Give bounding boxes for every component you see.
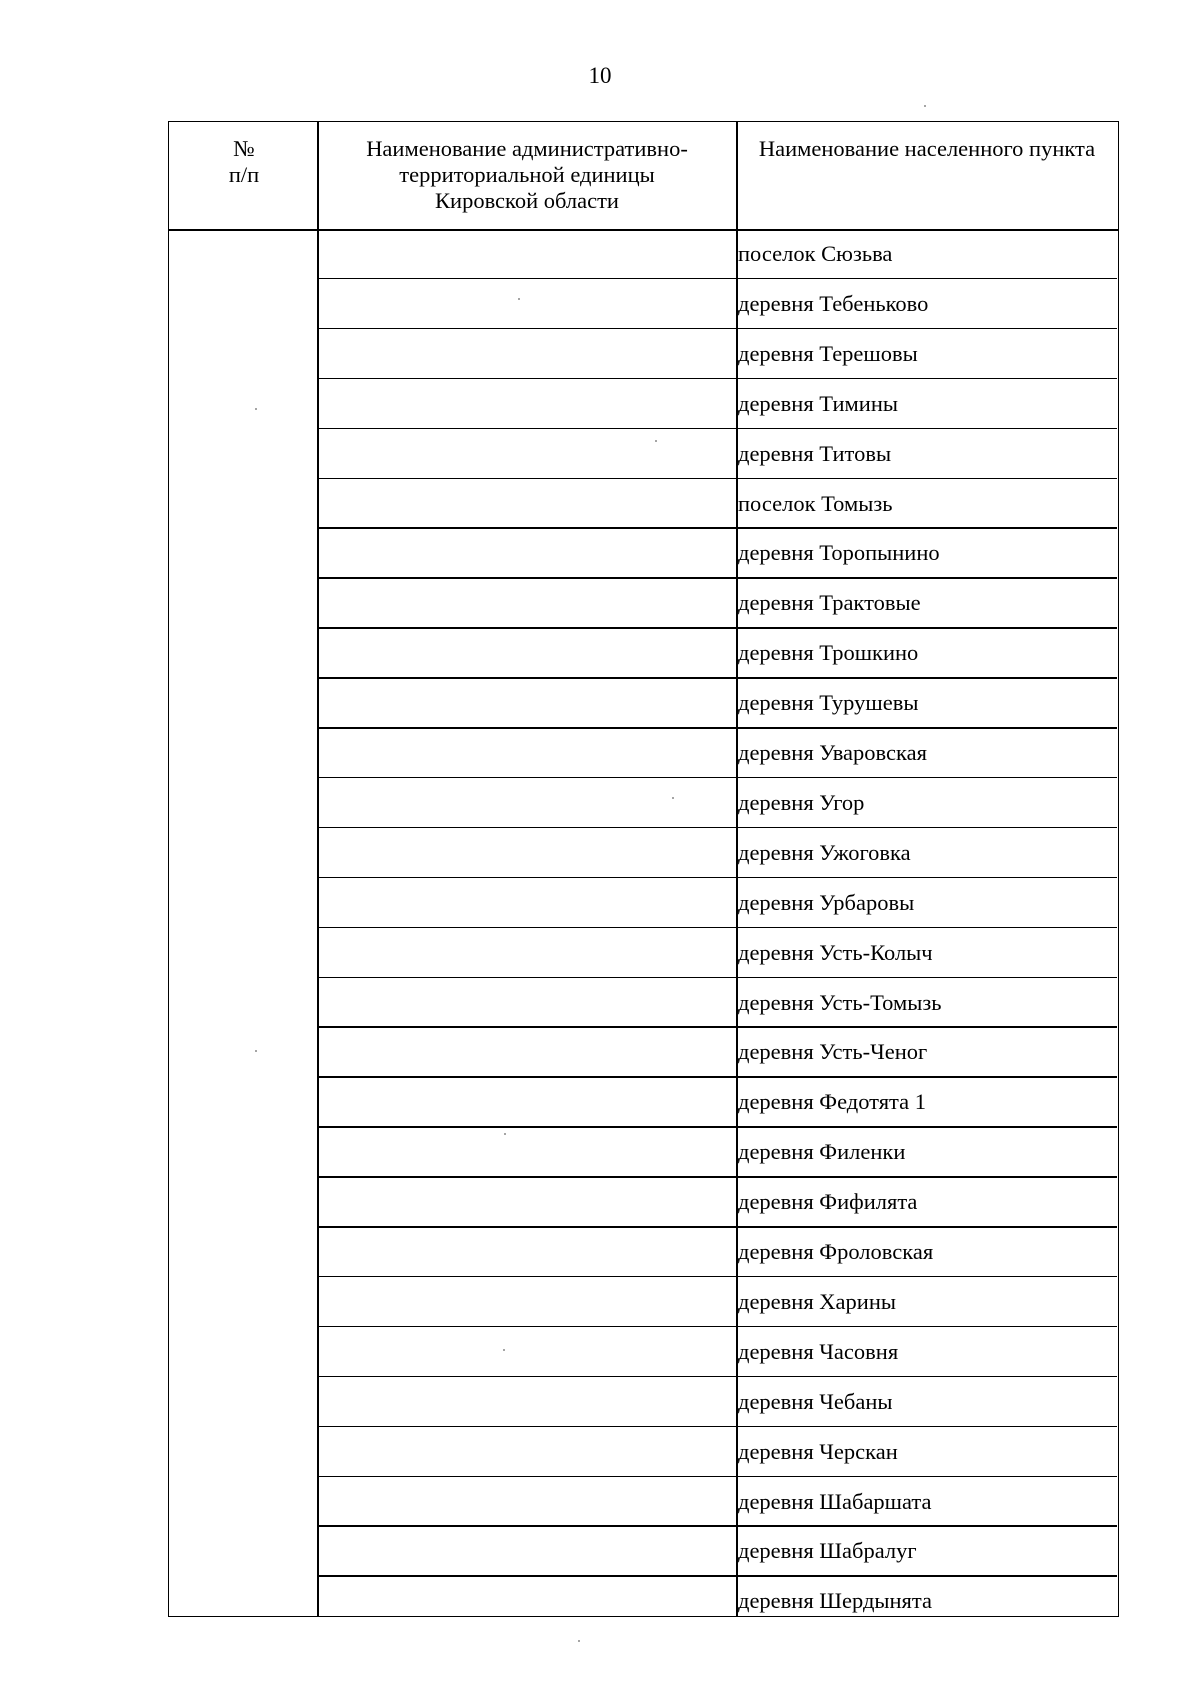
header-divider <box>169 229 1118 231</box>
table-row: деревня Усть-Ченог <box>738 1039 928 1065</box>
row-divider <box>317 1276 1117 1278</box>
row-divider <box>317 727 1117 729</box>
row-divider <box>317 777 1117 779</box>
row-divider <box>317 677 1117 679</box>
row-divider <box>317 1376 1117 1378</box>
table-row: деревня Угор <box>738 789 865 815</box>
row-divider <box>317 1176 1117 1178</box>
row-divider <box>317 1575 1117 1577</box>
settlements-table <box>168 121 1119 1617</box>
table-row: деревня Усть-Томызь <box>738 989 942 1015</box>
row-divider <box>317 1026 1117 1028</box>
row-divider <box>317 378 1117 380</box>
row-divider <box>317 927 1117 929</box>
table-row: деревня Терешовы <box>738 340 918 366</box>
row-divider <box>317 428 1117 430</box>
table-row: деревня Фроловская <box>738 1239 934 1264</box>
scan-speck <box>672 797 674 799</box>
header-number: № п/п <box>228 136 260 187</box>
table-row: деревня Чебаны <box>738 1388 893 1414</box>
scan-speck <box>924 105 926 107</box>
table-row: деревня Шердынята <box>738 1588 932 1614</box>
row-divider <box>317 1326 1117 1328</box>
table-row: деревня Федотята 1 <box>738 1089 927 1115</box>
row-divider <box>317 1076 1117 1078</box>
table-row: деревня Харины <box>738 1288 896 1314</box>
scan-speck <box>578 1640 580 1642</box>
scan-speck <box>503 1349 505 1351</box>
table-row: деревня Шабралуг <box>738 1538 917 1564</box>
table-row: деревня Усть-Колыч <box>738 939 933 965</box>
table-row: деревня Турушевы <box>738 690 919 716</box>
row-divider <box>317 1525 1117 1527</box>
table-row: поселок Сюзьва <box>738 241 893 266</box>
row-divider <box>317 527 1117 529</box>
table-row: деревня Урбаровы <box>738 889 915 915</box>
table-row: деревня Тимины <box>738 390 898 416</box>
row-divider <box>317 278 1117 280</box>
header-admin-unit: Наименование административно- территориальной единицы Кировской области <box>366 136 688 213</box>
row-divider <box>317 1126 1117 1128</box>
table-row: деревня Шабаршата <box>738 1488 932 1514</box>
row-divider <box>317 827 1117 829</box>
table-row: деревня Фифилята <box>738 1189 918 1215</box>
row-divider <box>317 877 1117 879</box>
scan-speck <box>504 1133 506 1135</box>
table-row: деревня Трошкино <box>738 640 919 666</box>
scan-speck <box>655 440 657 442</box>
row-divider <box>317 627 1117 629</box>
column-divider-1 <box>317 122 319 1616</box>
table-row: деревня Ужоговка <box>738 839 911 865</box>
row-divider <box>317 1226 1117 1228</box>
scan-speck <box>255 1050 257 1052</box>
row-divider <box>317 577 1117 579</box>
scan-speck <box>255 408 257 410</box>
table-row: деревня Черскан <box>738 1438 898 1464</box>
row-divider <box>317 1476 1117 1478</box>
row-divider <box>317 977 1117 979</box>
table-row: деревня Часовня <box>738 1338 899 1364</box>
row-divider <box>317 478 1117 480</box>
scan-speck <box>518 298 520 300</box>
table-row: поселок Томызь <box>738 490 893 516</box>
row-divider <box>317 1426 1117 1428</box>
row-divider <box>317 328 1117 330</box>
table-row: деревня Уваровская <box>738 740 927 765</box>
table-row: деревня Титовы <box>738 440 892 466</box>
table-row: деревня Тебеньково <box>738 290 929 316</box>
table-row: деревня Торопынино <box>738 540 940 566</box>
page-number: 10 <box>588 63 612 88</box>
header-settlement: Наименование населенного пункта <box>758 136 1096 161</box>
table-row: деревня Филенки <box>738 1139 906 1165</box>
table-row: деревня Трактовые <box>738 590 921 616</box>
